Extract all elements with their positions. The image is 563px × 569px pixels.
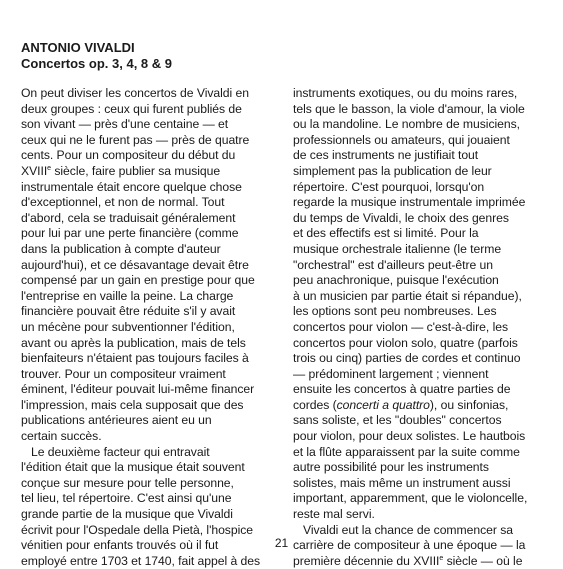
line-start: première décennie du XVIII (293, 553, 440, 568)
text-line: à un musicien par partie était si répandue), (293, 288, 522, 303)
text-line: conçue sur mesure pour telle personne, (21, 475, 234, 490)
text-line: l'impression, mais cela supposait que des (21, 397, 244, 412)
text-line: trouver. Pour un compositeur vraiment (21, 366, 226, 381)
text-line: sans soliste, et les "doubles" concertos (293, 413, 502, 428)
text-line: Vivaldi eut la chance de commencer sa (303, 522, 513, 537)
text-line (293, 554, 555, 569)
work-title: Concertos op. 3, 4, 8 & 9 (21, 56, 172, 71)
page-number: 21 (274, 536, 289, 550)
text-line: peu anachronique, puisque l'exécution (293, 273, 499, 288)
text-line: publications antérieures aient eu un (21, 413, 212, 428)
text-line: employé entre 1703 et 1740, fait appel à des (21, 553, 261, 568)
line-rest: siècle — où le (443, 553, 523, 568)
text-line: pour violon, pour deux solistes. Le hautbois (293, 429, 526, 444)
century-numeral: XVIII (21, 163, 48, 178)
text-line: tels que le basson, la viole d'amour, la viole (293, 101, 525, 116)
line-rest: ), ou sinfonias, (429, 397, 509, 412)
text-line: instrumentale était encore quelque chose (21, 179, 242, 194)
text-line: professionnels ou amateurs, qui jouaient (293, 132, 510, 147)
text-line: les options sont peu nombreuses. Les (293, 304, 497, 319)
text-line: éminent, l'éditeur pouvait lui-même financer (21, 382, 255, 397)
text-line: bienfaiteurs n'étaient pas toujours faciles à (21, 351, 249, 366)
text-line: d'exceptionnel, et non de normal. Tout (21, 195, 225, 210)
text-line: musique orchestrale italienne (le terme (293, 241, 502, 256)
text-line: avant ou après la publication, mais de tels (21, 335, 246, 350)
text-line: carrière de compositeur à une époque — la (293, 538, 526, 553)
text-line: reste mal servi. (293, 507, 375, 522)
left-column (21, 86, 283, 569)
text-line (293, 398, 555, 414)
text-line: compensé par un gain en prestige pour que (21, 273, 255, 288)
text-line: solistes, mais même un instrument aussi (293, 475, 511, 490)
text-line: deux groupes : ceux qui furent publiés de (21, 101, 242, 116)
text-line: ou la mandoline. Le nombre de musiciens, (293, 117, 520, 132)
text-line: instruments exotiques, ou du moins rares, (293, 86, 518, 100)
text-line: regarde la musique instrumentale imprimée (293, 195, 526, 210)
text-line: d'abord, cela se traduisait généralement (21, 210, 236, 225)
text-line: financière pouvait être réduite s'il y avait (21, 304, 236, 319)
text-line: vénitien pour enfants trouvés où il fut (21, 538, 219, 553)
text-line: l'édition était que la musique était souvent (21, 460, 245, 475)
text-line: "orchestral" est d'ailleurs peut-être un (293, 257, 494, 272)
line-rest: siècle, faire publier sa musique (51, 163, 221, 178)
superscript: e (439, 554, 444, 562)
heading (21, 40, 281, 72)
text-line: son vivant — près d'une centaine — et (21, 117, 229, 132)
text-line: Le deuxième facteur qui entravait (31, 444, 210, 459)
line-start: cordes ( (293, 397, 337, 412)
text-line: — prédominent largement ; viennent (293, 366, 489, 381)
text-line: concertos pour violon — c'est-à-dire, les (293, 319, 509, 334)
text-line: important, apparemment, que le violoncelle, (293, 491, 528, 506)
text-line: grande partie de la musique que Vivaldi (21, 507, 233, 522)
text-line: cents. Pour un compositeur du début du (21, 148, 236, 163)
text-line: ensuite les concertos à quatre parties de (293, 382, 511, 397)
text-line: concertos pour violon solo, quatre (parfois (293, 335, 518, 350)
text-line: du temps de Vivaldi, le choix des genres (293, 210, 509, 225)
right-column (293, 86, 555, 569)
text-line: écrivit pour l'Ospedale della Pietà, l'hospice (21, 522, 254, 537)
text-line: ceux qui ne le furent pas — près de quatre (21, 132, 250, 147)
text-line: et des effectifs est si limité. Pour la (293, 226, 479, 241)
text-line: certain succès. (21, 429, 102, 444)
text-line: simplement pas la publication de leur (293, 163, 492, 178)
text-line: trois ou cinq) parties de cordes et continuo (293, 351, 521, 366)
text-line: dans la publication à compte d'auteur (21, 241, 221, 256)
text-line (21, 164, 283, 180)
text-line: On peut diviser les concertos de Vivaldi en (21, 86, 249, 100)
superscript: e (47, 164, 52, 172)
text-line: un mécène pour subventionner l'édition, (21, 319, 235, 334)
italic-term: concerti a quattro (336, 397, 430, 412)
composer-name: ANTONIO VIVALDI (21, 40, 135, 55)
text-line: de ces instruments ne justifiait tout (293, 148, 479, 163)
text-line: et la flûte apparaissent par la suite comme (293, 444, 520, 459)
text-line: répertoire. C'est pourquoi, lorsqu'on (293, 179, 485, 194)
text-line: tel lieu, tel répertoire. C'est ainsi qu'une (21, 491, 232, 506)
text-line: aujourd'hui), et ce désavantage devait être (21, 257, 249, 272)
text-line: l'entreprise en vaille la peine. La charge (21, 288, 234, 303)
text-line: pour lui par une perte financière (comme (21, 226, 239, 241)
text-line: autre possibilité pour les instruments (293, 460, 489, 475)
